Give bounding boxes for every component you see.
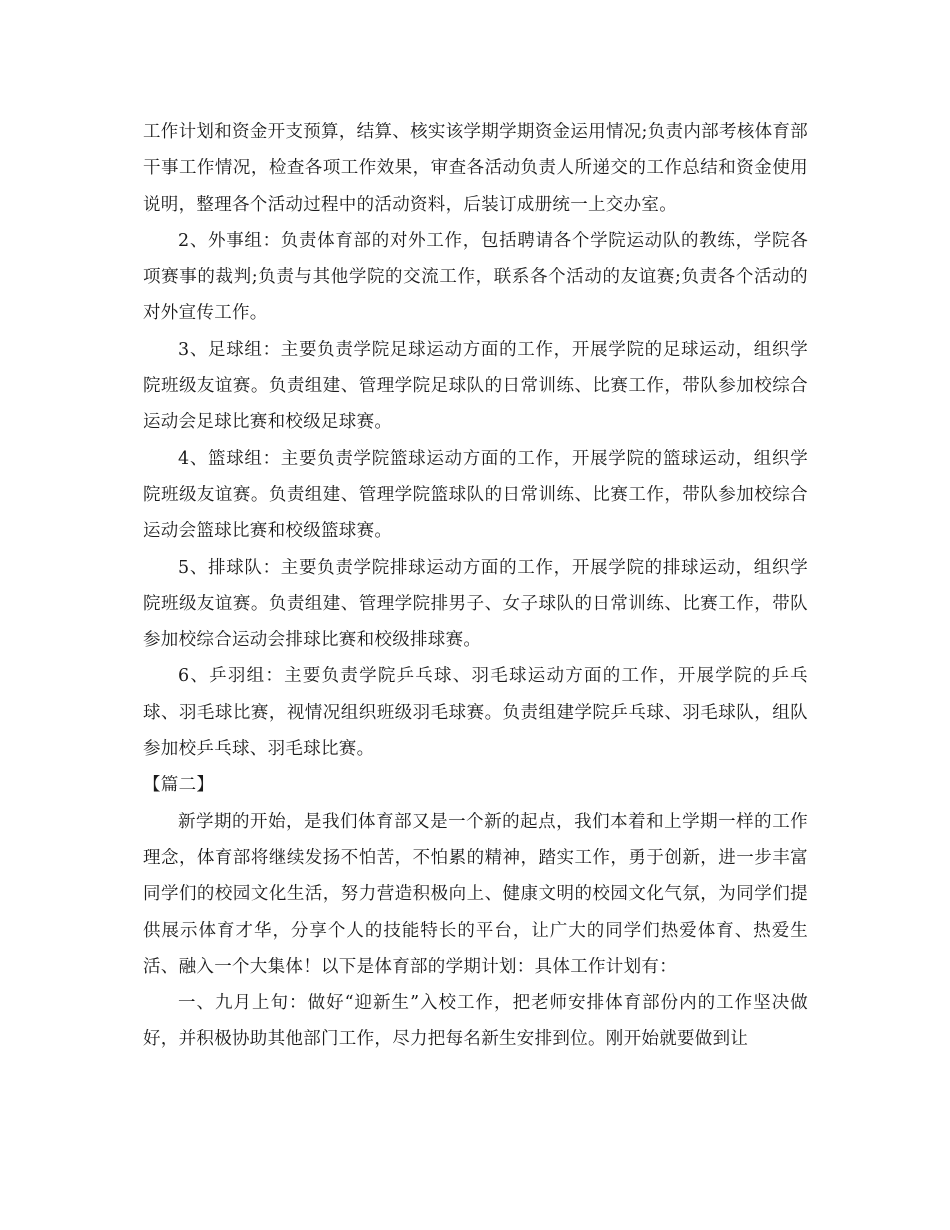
paragraph-basketball-group: 4、篮球组：主要负责学院篮球运动方面的工作，开展学院的篮球运动，组织学院班级友谊赛。负责组建、管理学院篮球队的日常训练、比赛工作，带队参加校综合运动会篮球比赛和校级篮球赛。 xyxy=(143,448,808,542)
document-body xyxy=(143,114,808,1058)
paragraph-external-affairs-group: 2、外事组：负责体育部的对外工作，包括聘请各个学院运动队的教练，学院各项赛事的裁判;负责与其他学院的交流工作，联系各个活动的友谊赛;负责各个活动的对外宣传工作。 xyxy=(143,230,808,324)
section-heading-part-two: 【篇二】 xyxy=(143,775,215,796)
paragraph-budget-continuation: 工作计划和资金开支预算，结算、核实该学期学期资金运用情况;负责内部考核体育部干事工作情况，检查各项工作效果，审查各活动负责人所递交的工作总结和资金使用说明，整理各个活动过程中的活动资料，后装订成册统一上交办室。 xyxy=(143,122,808,215)
paragraph-new-semester-intro: 新学期的开始，是我们体育部又是一个新的起点，我们本着和上学期一样的工作理念，体育部将继续发扬不怕苦，不怕累的精神，踏实工作，勇于创新，进一步丰富同学们的校园文化生活，努力营造积极向上、健康文明的校园文化气氛，为同学们提供展示体育才华，分享个人的技能特长的平台，让广大的同学们热爱体育、热爱生活、融入一个大集体！以下是体育部的学期计划：具体工作计划有： xyxy=(143,811,808,977)
paragraph-football-group: 3、足球组：主要负责学院足球运动方面的工作，开展学院的足球运动，组织学院班级友谊赛。负责组建、管理学院足球队的日常训练、比赛工作，带队参加校综合运动会足球比赛和校级足球赛。 xyxy=(143,339,808,433)
paragraph-volleyball-team: 5、排球队：主要负责学院排球运动方面的工作，开展学院的排球运动，组织学院班级友谊赛。负责组建、管理学院排男子、女子球队的日常训练、比赛工作，带队参加校综合运动会排球比赛和校级排球赛。 xyxy=(143,557,808,651)
paragraph-table-tennis-badminton-group: 6、乒羽组：主要负责学院乒乓球、羽毛球运动方面的工作，开展学院的乒乓球、羽毛球比赛，视情况组织班级羽毛球赛。负责组建学院乒乓球、羽毛球队，组队参加校乒乓球、羽毛球比赛。 xyxy=(143,666,808,760)
paragraph-early-september: 一、九月上旬：做好“迎新生”入校工作，把老师安排体育部份内的工作坚决做好，并积极协助其他部门工作，尽力把每名新生安排到位。刚开始就要做到让 xyxy=(143,993,808,1050)
